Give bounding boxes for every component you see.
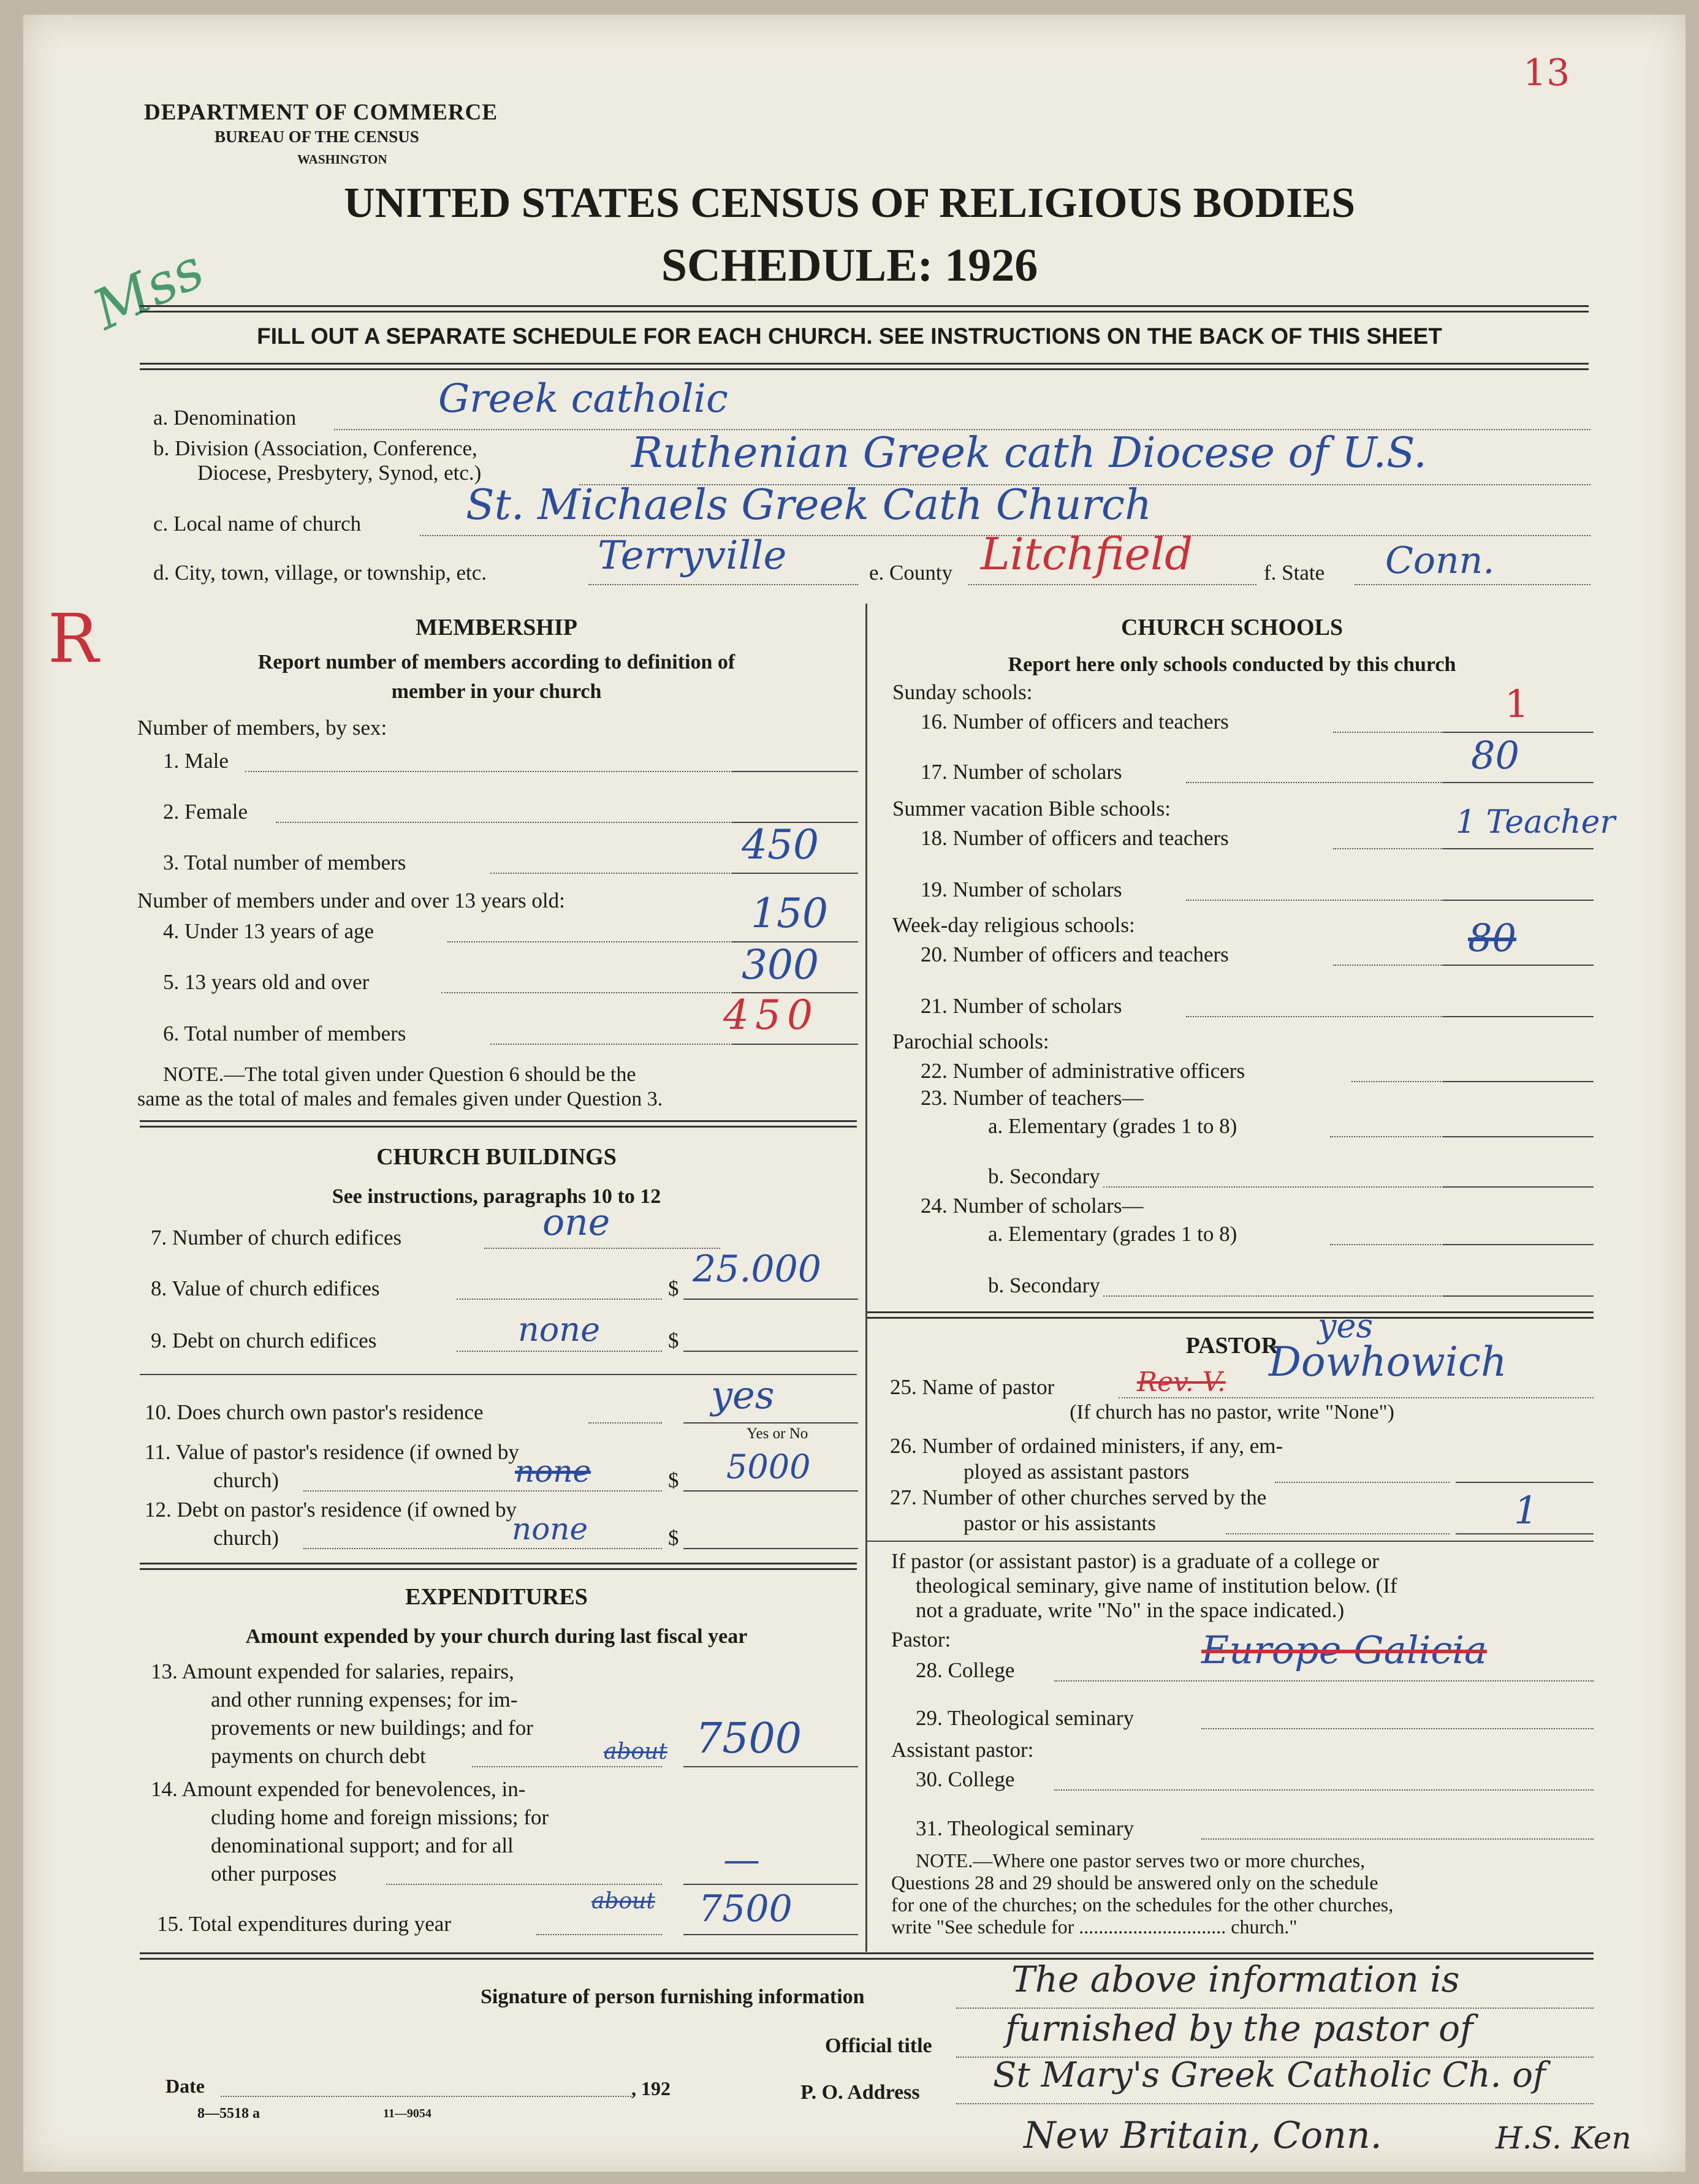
edifice-value-dollar: $ xyxy=(668,1276,679,1300)
sunday-officers-value[interactable]: 1 xyxy=(1505,681,1529,726)
sunday-scholars-value[interactable]: 80 xyxy=(1471,733,1519,778)
benevolences-dots xyxy=(386,1884,662,1885)
running-expenses-value[interactable]: 7500 xyxy=(696,1715,802,1763)
division-label-1: b. Division (Association, Conference, xyxy=(153,436,477,460)
residence-value-struck: none xyxy=(515,1454,591,1489)
weekday-officers-value[interactable]: 80 xyxy=(1468,916,1516,960)
teachers-secondary-field[interactable] xyxy=(1443,1186,1594,1188)
church-name-value[interactable]: St. Michaels Greek Cath Church xyxy=(466,481,1152,529)
city-label: d. City, town, village, or township, etc. xyxy=(153,561,487,585)
rule-header xyxy=(140,363,1589,370)
rule-expenditures xyxy=(140,1563,857,1570)
weekday-schools-label: Week-day religious schools: xyxy=(892,913,1135,937)
signature-value[interactable]: The above information is xyxy=(1011,1958,1460,2000)
teachers-label: 23. Number of teachers— xyxy=(921,1086,1144,1110)
signature-label: Signature of person furnishing information xyxy=(481,1985,865,2008)
residence-debt-field[interactable] xyxy=(683,1548,858,1549)
residence-value[interactable]: yes xyxy=(711,1373,775,1417)
graduate-note-2: theological seminary, give name of institution below. (If xyxy=(916,1574,1397,1598)
total-members-field[interactable] xyxy=(732,873,858,874)
female-label: 2. Female xyxy=(163,800,248,824)
edifice-debt-field[interactable] xyxy=(683,1351,858,1352)
sunday-scholars-label: 17. Number of scholars xyxy=(921,760,1122,784)
r-mark: R xyxy=(48,599,99,678)
summer-officers-dots xyxy=(1333,848,1443,849)
pastor-note-4: write "See schedule for .............................. church." xyxy=(891,1916,1298,1938)
graduate-note-3: not a graduate, write "No" in the space indicated.) xyxy=(916,1598,1345,1622)
scholars-elementary-label: a. Elementary (grades 1 to 8) xyxy=(988,1222,1237,1246)
scholars-label: 24. Number of scholars— xyxy=(921,1194,1144,1218)
schools-heading: CHURCH SCHOOLS xyxy=(1120,615,1344,640)
running-expenses-struck: about xyxy=(604,1739,667,1764)
pastor-seminary-label: 29. Theological seminary xyxy=(916,1706,1135,1730)
buildings-heading: CHURCH BUILDINGS xyxy=(376,1144,617,1170)
po-address-value[interactable]: St Mary's Greek Catholic Ch. of xyxy=(993,2055,1546,2095)
admin-officers-field[interactable] xyxy=(1443,1081,1594,1082)
division-value[interactable]: Ruthenian Greek cath Diocese of U.S. xyxy=(631,429,1427,477)
admin-officers-dots xyxy=(1351,1081,1443,1082)
total-expenditures-label: 15. Total expenditures during year xyxy=(157,1912,451,1936)
total-members-2-value[interactable]: 450 xyxy=(723,992,819,1039)
po-address-dots xyxy=(956,2103,1594,2104)
official-title-value[interactable]: furnished by the pastor of xyxy=(1005,2008,1473,2049)
sunday-officers-dots xyxy=(1333,732,1443,733)
weekday-officers-label: 20. Number of officers and teachers xyxy=(921,942,1229,966)
summer-officers-label: 18. Number of officers and teachers xyxy=(921,826,1229,850)
benevolences-label-1: 14. Amount expended for benevolences, in- xyxy=(151,1777,526,1801)
running-expenses-label-1: 13. Amount expended for salaries, repairs, xyxy=(151,1659,514,1683)
total-members-2-dots xyxy=(490,1044,732,1045)
residence-label: 10. Does church own pastor's residence xyxy=(145,1400,484,1424)
form-title: UNITED STATES CENSUS OF RELIGIOUS BODIES xyxy=(343,180,1356,227)
residence-value-label-2: church) xyxy=(213,1468,279,1492)
edifices-dots xyxy=(484,1248,720,1249)
sunday-scholars-dots xyxy=(1186,782,1443,783)
rule-graduate xyxy=(867,1541,1594,1542)
residence-debt-dollar: $ xyxy=(668,1526,679,1550)
teachers-secondary-dots xyxy=(1103,1186,1443,1188)
membership-sub-1: Report number of members according to definition of xyxy=(257,651,735,673)
total-expenditures-struck: about xyxy=(591,1889,655,1914)
state-label: f. State xyxy=(1264,561,1325,585)
denomination-label: a. Denomination xyxy=(153,406,297,430)
over-13-value[interactable]: 300 xyxy=(742,941,819,988)
scholars-secondary-dots xyxy=(1103,1295,1443,1297)
expenditures-heading: EXPENDITURES xyxy=(405,1584,588,1610)
running-expenses-label-4: payments on church debt xyxy=(211,1744,426,1768)
pastor-sublabel: Pastor: xyxy=(891,1628,951,1651)
sunday-officers-label: 16. Number of officers and teachers xyxy=(921,710,1229,734)
pastor-name-label: 25. Name of pastor xyxy=(890,1375,1055,1399)
total-members-value[interactable]: 450 xyxy=(742,821,819,868)
total-members-2-field[interactable] xyxy=(732,1044,858,1045)
graduate-note-1: If pastor (or assistant pastor) is a graduate of a college or xyxy=(891,1549,1379,1573)
city-value[interactable]: Terryville xyxy=(598,533,787,578)
edifice-debt-value[interactable]: none xyxy=(518,1310,601,1349)
residence-hint: Yes or No xyxy=(747,1425,808,1442)
membership-sub-2: member in your church xyxy=(391,680,602,703)
membership-note-1: NOTE.—The total given under Question 6 should be the xyxy=(163,1063,636,1086)
under-13-value[interactable]: 150 xyxy=(751,890,828,937)
edifice-debt-dots xyxy=(457,1351,662,1352)
scholars-secondary-label: b. Secondary xyxy=(988,1273,1100,1297)
pastor-heading: PASTOR xyxy=(1185,1333,1279,1359)
department-name: DEPARTMENT OF COMMERCE xyxy=(144,100,498,125)
summer-schools-label: Summer vacation Bible schools: xyxy=(892,797,1171,821)
total-members-dots xyxy=(490,873,732,874)
male-field[interactable] xyxy=(732,771,858,772)
teachers-elementary-dots xyxy=(1330,1136,1443,1137)
total-expenditures-field[interactable] xyxy=(683,1934,858,1935)
other-churches-field[interactable] xyxy=(1456,1533,1594,1534)
pastor-name-struck: Rev. V. xyxy=(1137,1367,1226,1398)
running-expenses-dots xyxy=(472,1766,662,1767)
weekday-officers-dots xyxy=(1333,965,1443,966)
male-label: 1. Male xyxy=(163,749,229,773)
female-dots xyxy=(276,822,732,823)
scholars-elementary-field[interactable] xyxy=(1443,1244,1594,1245)
total-members-label: 3. Total number of members xyxy=(163,851,406,874)
date-dots xyxy=(221,2096,631,2097)
residence-debt-dots xyxy=(303,1548,662,1549)
pastor-college-dots xyxy=(1054,1680,1594,1682)
county-value[interactable]: Litchfield xyxy=(981,528,1193,580)
total-members-2-label: 6. Total number of members xyxy=(163,1022,406,1045)
pastor-yes-mark: yes xyxy=(1318,1306,1374,1345)
po-address-value-2[interactable]: New Britain, Conn. xyxy=(1024,2114,1382,2157)
assistant-ministers-label-2: ployed as assistant pastors xyxy=(964,1460,1190,1484)
benevolences-field[interactable] xyxy=(683,1884,858,1885)
total-expenditures-value[interactable]: 7500 xyxy=(699,1887,792,1930)
pastor-college-label: 28. College xyxy=(916,1658,1015,1682)
under-13-label: 4. Under 13 years of age xyxy=(163,919,374,943)
members-by-age-label: Number of members under and over 13 years old: xyxy=(137,889,565,912)
parochial-schools-label: Parochial schools: xyxy=(892,1029,1049,1053)
schedule-year: SCHEDULE: 1926 xyxy=(661,240,1038,291)
residence-value-label-1: 11. Value of pastor's residence (if owned by xyxy=(145,1440,519,1464)
benevolences-label-2: cluding home and foreign missions; for xyxy=(211,1805,549,1829)
admin-officers-label: 22. Number of administrative officers xyxy=(921,1059,1245,1083)
teachers-elementary-field[interactable] xyxy=(1443,1136,1594,1137)
residence-value-dots xyxy=(303,1490,662,1492)
bureau-name: BUREAU OF THE CENSUS xyxy=(215,127,419,146)
assistant-college-dots xyxy=(1054,1789,1594,1791)
total-expenditures-dots xyxy=(536,1934,662,1935)
official-title-label: Official title xyxy=(825,2034,932,2057)
edifice-debt-label: 9. Debt on church edifices xyxy=(151,1329,377,1352)
other-churches-dots xyxy=(1226,1533,1450,1534)
residence-value-dollar: $ xyxy=(668,1468,679,1492)
rule-buildings xyxy=(140,1120,857,1128)
summer-officers-field[interactable] xyxy=(1443,848,1594,849)
edifice-value-label: 8. Value of church edifices xyxy=(151,1276,380,1300)
weekday-scholars-field[interactable] xyxy=(1443,1016,1594,1017)
over-13-label: 5. 13 years old and over xyxy=(163,970,370,994)
division-label-2: Diocese, Presbytery, Synod, etc.) xyxy=(197,461,482,485)
edifice-debt-dollar: $ xyxy=(668,1329,679,1352)
denomination-value[interactable]: Greek catholic xyxy=(438,376,728,422)
residence-value-value[interactable]: 5000 xyxy=(726,1447,811,1486)
weekday-officers-field[interactable] xyxy=(1443,965,1594,966)
residence-field[interactable] xyxy=(683,1422,858,1424)
buildings-sub: See instructions, paragraphs 10 to 12 xyxy=(332,1185,661,1208)
green-scrawl: Mss xyxy=(83,236,214,343)
pastor-name-hint: (If church has no pastor, write "None") xyxy=(1070,1401,1394,1424)
pastor-note-2: Questions 28 and 29 should be answered only on the schedule xyxy=(891,1871,1378,1894)
state-line xyxy=(1355,584,1591,585)
benevolences-label-4: other purposes xyxy=(211,1862,337,1886)
running-expenses-label-2: and other running expenses; for im- xyxy=(211,1688,518,1712)
teachers-secondary-label: b. Secondary xyxy=(988,1164,1100,1188)
edifice-value-value[interactable]: 25.000 xyxy=(693,1248,821,1291)
residence-dots xyxy=(588,1422,662,1424)
edifices-value[interactable]: one xyxy=(542,1201,610,1244)
city-line xyxy=(588,584,858,585)
members-by-sex-label: Number of members, by sex: xyxy=(137,716,387,740)
other-churches-label-2: pastor or his assistants xyxy=(964,1511,1157,1535)
over-13-dots xyxy=(441,992,732,993)
sunday-schools-label: Sunday schools: xyxy=(892,680,1033,704)
state-value[interactable]: Conn. xyxy=(1385,539,1495,582)
date-label: Date xyxy=(165,2075,205,2097)
assistant-ministers-field[interactable] xyxy=(1456,1482,1594,1483)
rule-top xyxy=(140,305,1589,313)
scholars-elementary-dots xyxy=(1330,1244,1443,1245)
summer-officers-value[interactable]: 1 Teacher xyxy=(1456,804,1616,841)
assistant-ministers-label-1: 26. Number of ordained ministers, if any, em- xyxy=(890,1434,1283,1458)
residence-debt-label-1: 12. Debt on pastor's residence (if owned by xyxy=(145,1498,517,1522)
under-13-dots xyxy=(447,941,732,942)
county-label: e. County xyxy=(869,561,953,585)
fill-instruction: FILL OUT A SEPARATE SCHEDULE FOR EACH CHURCH. SEE INSTRUCTIONS ON THE BACK OF THIS SHEET xyxy=(257,324,1442,349)
form-number: 8—5518 a xyxy=(197,2106,260,2121)
teachers-elementary-label: a. Elementary (grades 1 to 8) xyxy=(988,1114,1237,1138)
assistant-ministers-dots xyxy=(1275,1482,1450,1483)
assistant-seminary-dots xyxy=(1201,1838,1594,1840)
residence-debt-value[interactable]: none xyxy=(512,1511,588,1547)
edifices-label: 7. Number of church edifices xyxy=(151,1226,402,1249)
sunday-scholars-field[interactable] xyxy=(1443,782,1594,783)
pastor-seminary-dots xyxy=(1201,1728,1594,1729)
benevolences-value[interactable]: — xyxy=(723,1838,760,1881)
po-address-label: P. O. Address xyxy=(800,2081,920,2104)
running-expenses-field[interactable] xyxy=(683,1766,858,1767)
expenditures-sub: Amount expended by your church during last fiscal year xyxy=(245,1625,748,1648)
other-churches-value[interactable]: 1 xyxy=(1514,1488,1538,1533)
county-line xyxy=(968,584,1256,585)
assistant-college-label: 30. College xyxy=(916,1767,1015,1791)
weekday-scholars-label: 21. Number of scholars xyxy=(921,994,1122,1018)
residence-value-field[interactable] xyxy=(683,1490,858,1492)
membership-note-2: same as the total of males and females given under Question 3. xyxy=(137,1088,663,1110)
summer-scholars-field[interactable] xyxy=(1443,900,1594,901)
church-name-label: c. Local name of church xyxy=(153,512,362,536)
summer-scholars-dots xyxy=(1186,900,1443,901)
summer-scholars-label: 19. Number of scholars xyxy=(921,878,1122,901)
assistant-pastor-sublabel: Assistant pastor: xyxy=(891,1738,1034,1762)
male-dots xyxy=(245,771,732,772)
print-number: 11—9054 xyxy=(383,2107,431,2120)
membership-heading: MEMBERSHIP xyxy=(416,615,577,640)
residence-debt-label-2: church) xyxy=(213,1526,279,1550)
schools-sub: Report here only schools conducted by this church xyxy=(1008,653,1456,676)
bureau-city: WASHINGTON xyxy=(297,152,387,167)
weekday-scholars-dots xyxy=(1186,1016,1443,1017)
other-churches-label-1: 27. Number of other churches served by the xyxy=(890,1485,1267,1509)
pastor-name-value[interactable]: Dowhowich xyxy=(1269,1338,1507,1386)
pastor-college-value[interactable]: Europe Galicia xyxy=(1201,1628,1487,1672)
initials: H.S. Ken xyxy=(1496,2120,1632,2156)
page-number: 13 xyxy=(1523,51,1570,94)
assistant-seminary-label: 31. Theological seminary xyxy=(916,1816,1135,1840)
running-expenses-label-3: provements or new buildings; and for xyxy=(211,1716,533,1740)
rule-pastor xyxy=(867,1311,1594,1319)
edifice-value-dots xyxy=(457,1299,662,1300)
pastor-note-1: NOTE.—Where one pastor serves two or more churches, xyxy=(916,1849,1366,1871)
column-divider xyxy=(865,604,867,1952)
scholars-secondary-field[interactable] xyxy=(1443,1295,1594,1297)
pastor-note-3: for one of the churches; on the schedules for the other churches, xyxy=(891,1894,1394,1916)
benevolences-label-3: denominational support; and for all xyxy=(211,1833,514,1857)
date-year: , 192 xyxy=(631,2077,671,2099)
edifice-value-field[interactable] xyxy=(683,1299,858,1300)
